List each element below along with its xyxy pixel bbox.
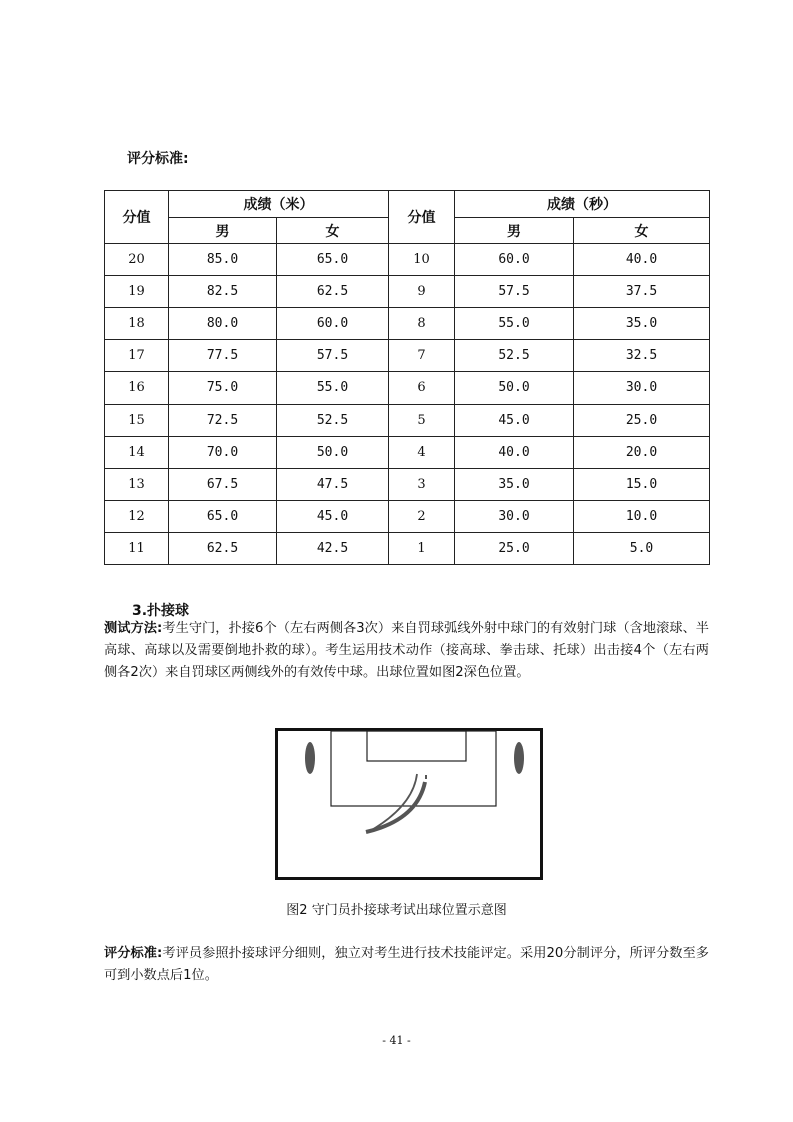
time-male-cell: 45.0 xyxy=(455,404,574,436)
table-row xyxy=(105,500,710,532)
score-standard-title: 评分标准: xyxy=(127,151,189,167)
female-header-distance: 女 xyxy=(277,218,389,244)
distance-male-cell: 80.0 xyxy=(169,308,277,340)
points-left-cell: 13 xyxy=(105,468,169,500)
table-row xyxy=(105,308,710,340)
points-left-cell: 12 xyxy=(105,500,169,532)
penalty-area xyxy=(331,731,496,806)
time-female-cell: 20.0 xyxy=(574,436,710,468)
points-left-cell: 15 xyxy=(105,404,169,436)
points-right-cell: 6 xyxy=(389,372,455,404)
distance-female-cell: 62.5 xyxy=(277,276,389,308)
time-female-cell: 40.0 xyxy=(574,244,710,276)
time-female-cell: 10.0 xyxy=(574,500,710,532)
time-female-cell: 5.0 xyxy=(574,532,710,564)
field-boundary xyxy=(277,730,542,879)
distance-male-cell: 75.0 xyxy=(169,372,277,404)
points-left-cell: 18 xyxy=(105,308,169,340)
points-right-cell: 10 xyxy=(389,244,455,276)
distance-male-cell: 85.0 xyxy=(169,244,277,276)
points-right-cell: 2 xyxy=(389,500,455,532)
time-female-cell: 25.0 xyxy=(574,404,710,436)
distance-male-cell: 77.5 xyxy=(169,340,277,372)
points-left-cell: 20 xyxy=(105,244,169,276)
distance-female-cell: 65.0 xyxy=(277,244,389,276)
table-row xyxy=(105,340,710,372)
goal-area xyxy=(367,731,466,761)
time-female-cell: 35.0 xyxy=(574,308,710,340)
time-male-cell: 57.5 xyxy=(455,276,574,308)
figure-caption: 图2 守门员扑接球考试出球位置示意图 xyxy=(286,903,507,918)
page-number: - 41 - xyxy=(382,1034,411,1047)
distance-male-cell: 72.5 xyxy=(169,404,277,436)
time-header: 成绩（秒） xyxy=(455,191,710,218)
scoring-paragraph xyxy=(104,943,709,987)
distance-male-cell: 70.0 xyxy=(169,436,277,468)
points-right-cell: 4 xyxy=(389,436,455,468)
table-row xyxy=(105,276,710,308)
goalkeeper-field-diagram xyxy=(275,728,543,880)
time-male-cell: 55.0 xyxy=(455,308,574,340)
time-female-cell: 37.5 xyxy=(574,276,710,308)
time-male-cell: 40.0 xyxy=(455,436,574,468)
time-male-cell: 60.0 xyxy=(455,244,574,276)
distance-female-cell: 57.5 xyxy=(277,340,389,372)
table-row xyxy=(105,372,710,404)
points-left-cell: 19 xyxy=(105,276,169,308)
points-right-cell: 9 xyxy=(389,276,455,308)
time-female-cell: 30.0 xyxy=(574,372,710,404)
table-row xyxy=(105,532,710,564)
test-method-label: 测试方法: xyxy=(104,621,163,636)
distance-female-cell: 55.0 xyxy=(277,372,389,404)
female-header-time: 女 xyxy=(574,218,710,244)
scoring-label: 评分标准: xyxy=(104,946,163,961)
distance-male-cell: 67.5 xyxy=(169,468,277,500)
distance-female-cell: 52.5 xyxy=(277,404,389,436)
distance-female-cell: 50.0 xyxy=(277,436,389,468)
time-male-cell: 35.0 xyxy=(455,468,574,500)
distance-male-cell: 62.5 xyxy=(169,532,277,564)
points-right-cell: 5 xyxy=(389,404,455,436)
time-female-cell: 32.5 xyxy=(574,340,710,372)
distance-header: 成绩（米） xyxy=(169,191,389,218)
points-left-cell: 11 xyxy=(105,532,169,564)
time-female-cell: 15.0 xyxy=(574,468,710,500)
distance-female-cell: 60.0 xyxy=(277,308,389,340)
table-row xyxy=(105,404,710,436)
points-left-cell: 16 xyxy=(105,372,169,404)
score-table xyxy=(104,190,710,565)
points-right-cell: 1 xyxy=(389,532,455,564)
points-header-left: 分值 xyxy=(105,191,169,244)
test-method-text: 考生守门，扑接6个（左右两侧各3次）来自罚球弧线外射中球门的有效射门球（含地滚球、半高球、高球以及需要倒地扑救的球）。考生运用技术动作（接高球、拳击球、托球）出击接4个（左右两侧各2次）来自罚球区两侧线外的有效传中球。出球位置如图2深色位置。 xyxy=(104,621,709,680)
table-row xyxy=(105,244,710,276)
time-male-cell: 30.0 xyxy=(455,500,574,532)
time-male-cell: 52.5 xyxy=(455,340,574,372)
distance-male-cell: 82.5 xyxy=(169,276,277,308)
distance-male-cell: 65.0 xyxy=(169,500,277,532)
male-header-time: 男 xyxy=(455,218,574,244)
time-male-cell: 25.0 xyxy=(455,532,574,564)
points-right-cell: 8 xyxy=(389,308,455,340)
test-method-paragraph xyxy=(104,618,709,684)
right-cross-zone-mark xyxy=(514,742,524,774)
points-header-right: 分值 xyxy=(389,191,455,244)
table-row xyxy=(105,436,710,468)
points-left-cell: 17 xyxy=(105,340,169,372)
male-header-distance: 男 xyxy=(169,218,277,244)
shooting-zone-arc xyxy=(366,782,425,832)
points-right-cell: 7 xyxy=(389,340,455,372)
distance-female-cell: 45.0 xyxy=(277,500,389,532)
points-right-cell: 3 xyxy=(389,468,455,500)
distance-female-cell: 42.5 xyxy=(277,532,389,564)
section-3-title: 3.扑接球 xyxy=(132,603,190,619)
scoring-text: 考评员参照扑接球评分细则，独立对考生进行技术技能评定。采用20分制评分，所评分数至多可到小数点后1位。 xyxy=(104,946,709,983)
distance-female-cell: 47.5 xyxy=(277,468,389,500)
points-left-cell: 14 xyxy=(105,436,169,468)
left-cross-zone-mark xyxy=(305,742,315,774)
time-male-cell: 50.0 xyxy=(455,372,574,404)
table-row xyxy=(105,468,710,500)
